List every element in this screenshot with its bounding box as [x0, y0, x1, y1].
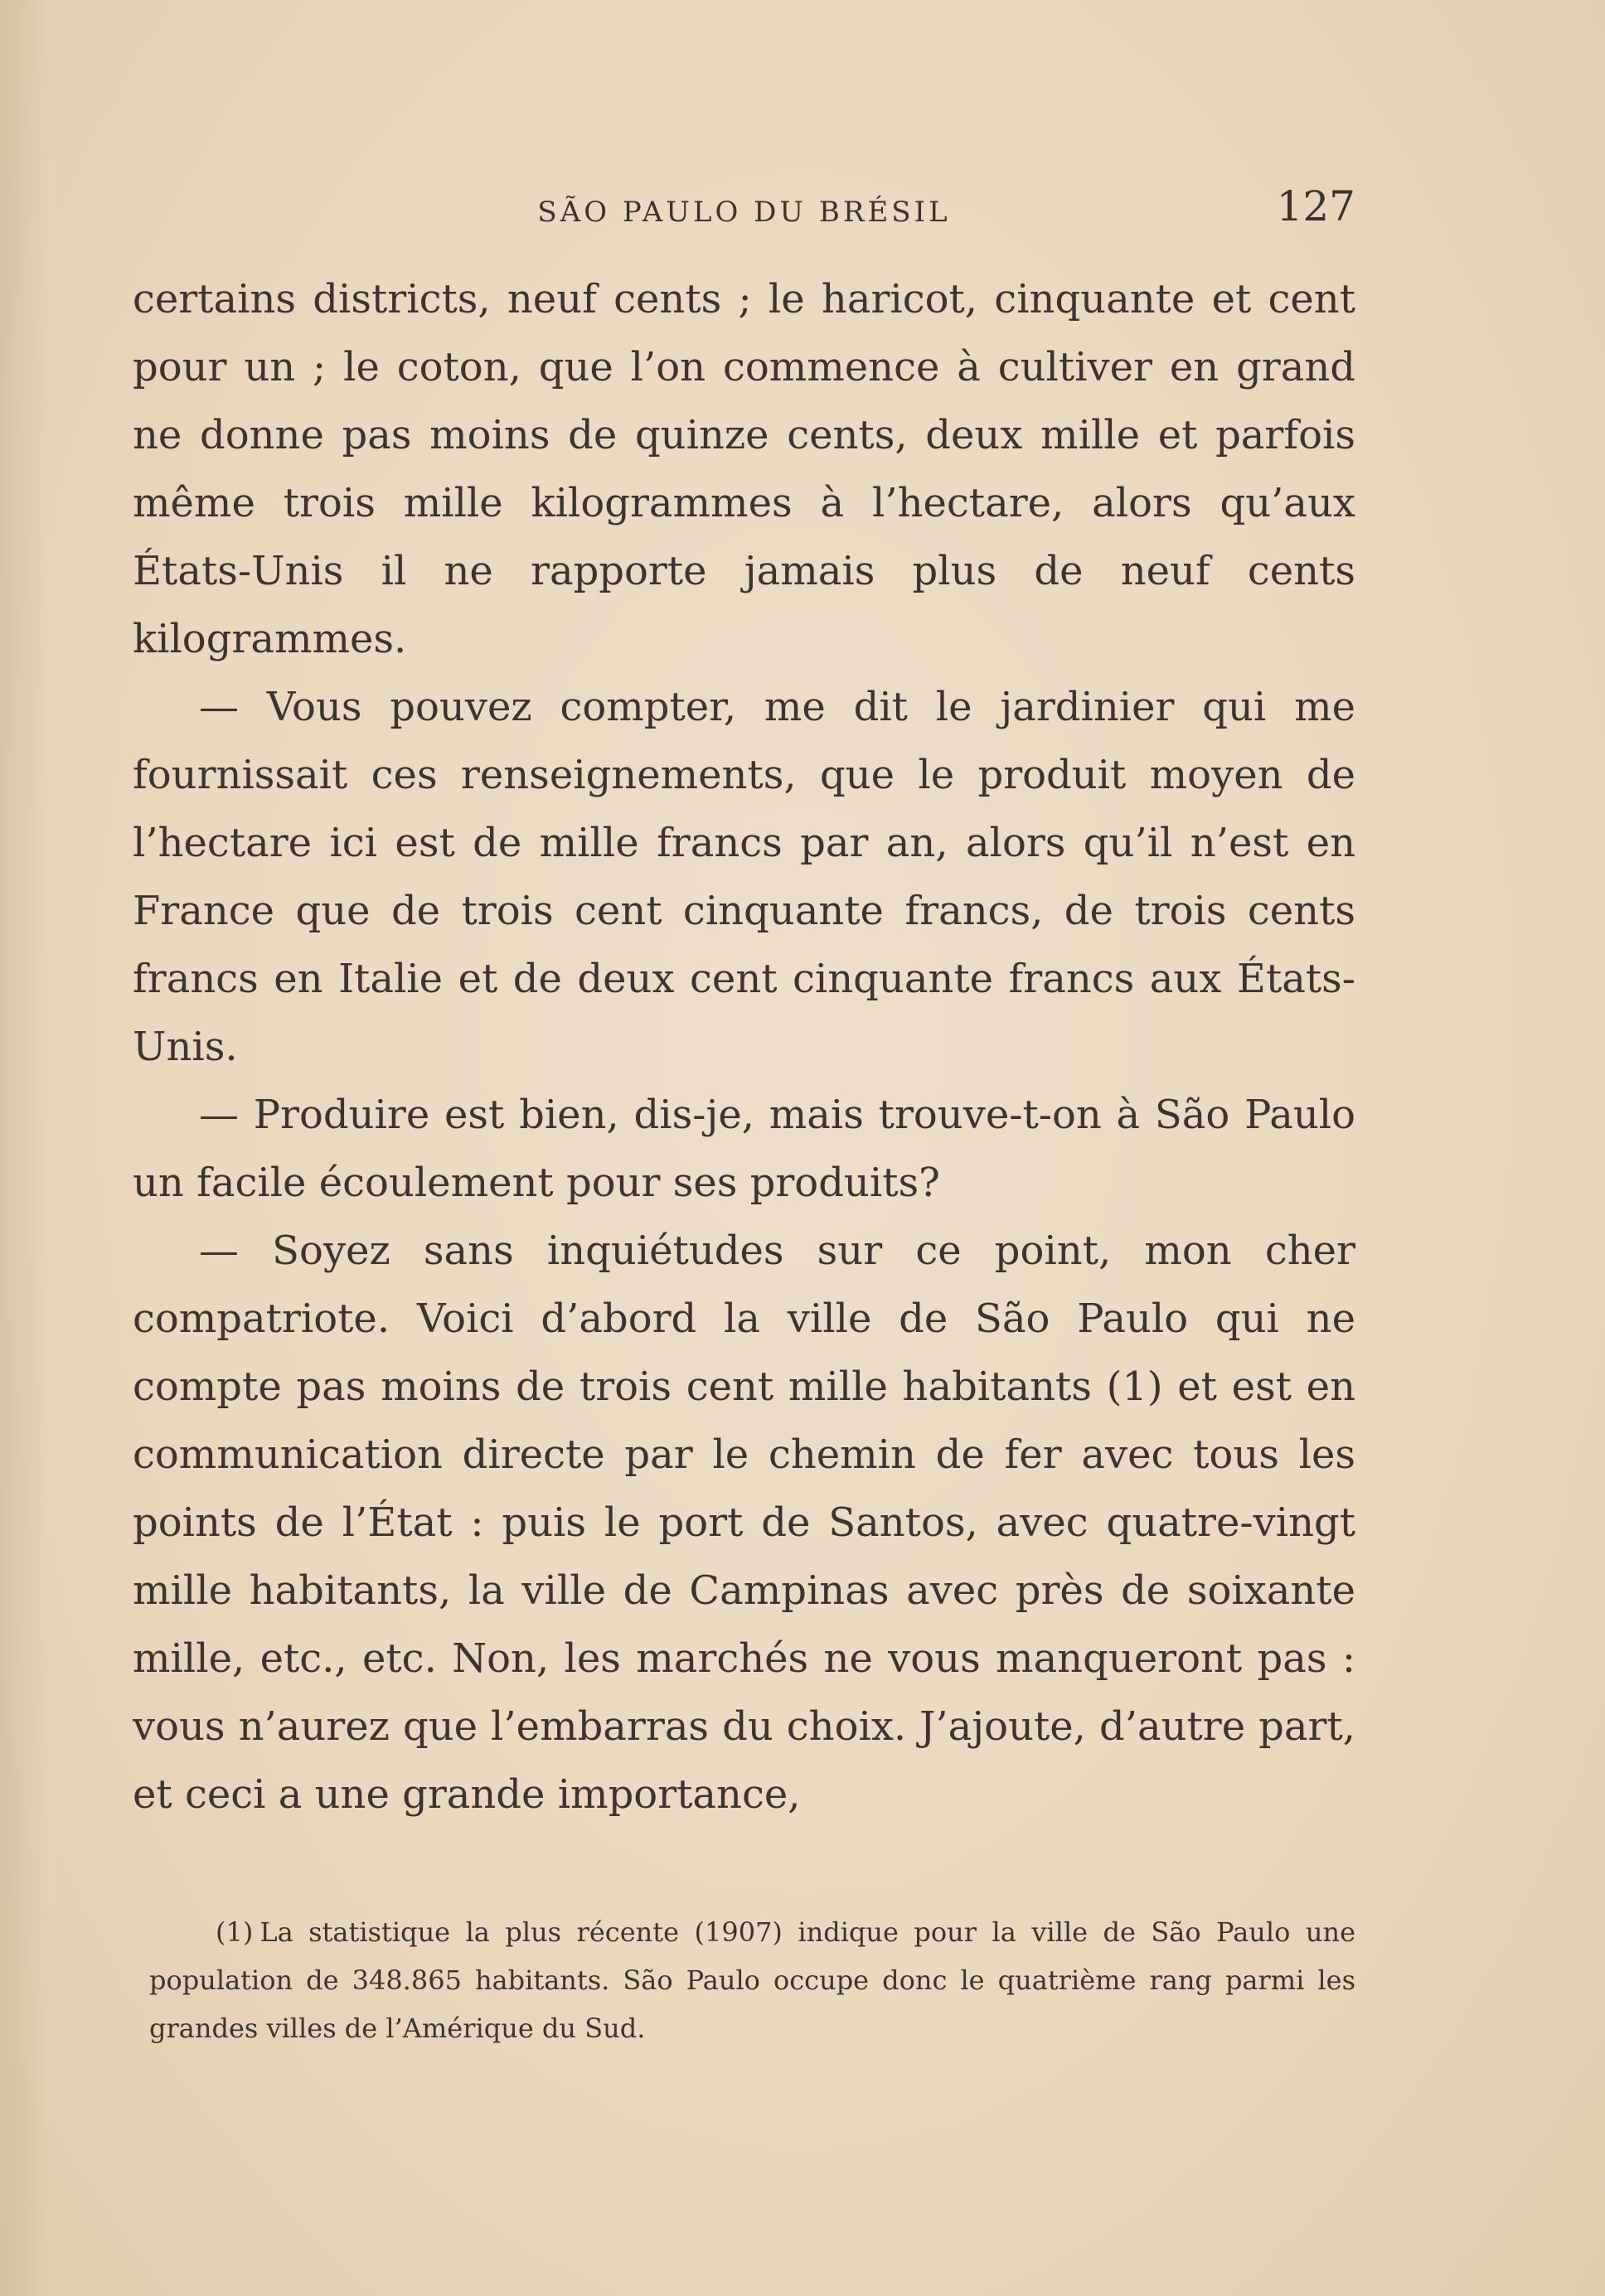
- paragraph-dialogue-answer: — Soyez sans inquiétudes sur ce point, mon cher compatriote. Voici d’abord la ville de São Paulo qui ne compte pas moins de trois cent mille habitants (1) et est en communication directe par le chemin de fer avec tous les points de l’État : puis le port de Santos, avec quatre-vingt mille habitants, la ville de Campinas avec près de soixante mille, etc., etc. Non, les marchés ne vous manqueront pas : vous n’aurez que l’embarras du choix. J’ajoute, d’autre part, et ceci a une grande importance,: [133, 1228, 1355, 1818]
- body-text: [133, 265, 1355, 1829]
- running-title: SÃO PAULO DU BRÉSIL: [537, 196, 951, 229]
- paragraph-dialogue-question: — Produire est bien, dis-je, mais trouve-t-on à São Paulo un facile écoulement pour ses produits?: [133, 1092, 1355, 1206]
- running-head: [133, 182, 1355, 240]
- footnote: [149, 1908, 1355, 2052]
- footnote-text: La statistique la plus récente (1907) indique pour la ville de São Paulo une population de 348.865 habitants. São Paulo occupe donc le quatrième rang parmi les grandes villes de l’Amérique du Sud.: [149, 1916, 1355, 2044]
- footnote-marker: (1): [216, 1916, 254, 1948]
- footnote-paragraph: [149, 1908, 1355, 2052]
- paragraph-dialogue-gardener: — Vous pouvez compter, me dit le jardinier qui me fournissait ces renseignements, que le produit moyen de l’hectare ici est de mille francs par an, alors qu’il n’est en France que de trois cent cinquante francs, de trois cents francs en Italie et de deux cent cinquante francs aux États-Unis.: [133, 684, 1355, 1070]
- page-gutter-shadow: [0, 0, 50, 2296]
- paragraph-continuation: certains districts, neuf cents ; le haricot, cinquante et cent pour un ; le coton, que l’on commence à cultiver en grand ne donne pas moins de quinze cents, deux mille et parfois même trois mille kilogrammes à l’hectare, alors qu’aux États-Unis il ne rapporte jamais plus de neuf cents kilogrammes.: [133, 276, 1355, 662]
- page-number: 127: [1276, 182, 1355, 230]
